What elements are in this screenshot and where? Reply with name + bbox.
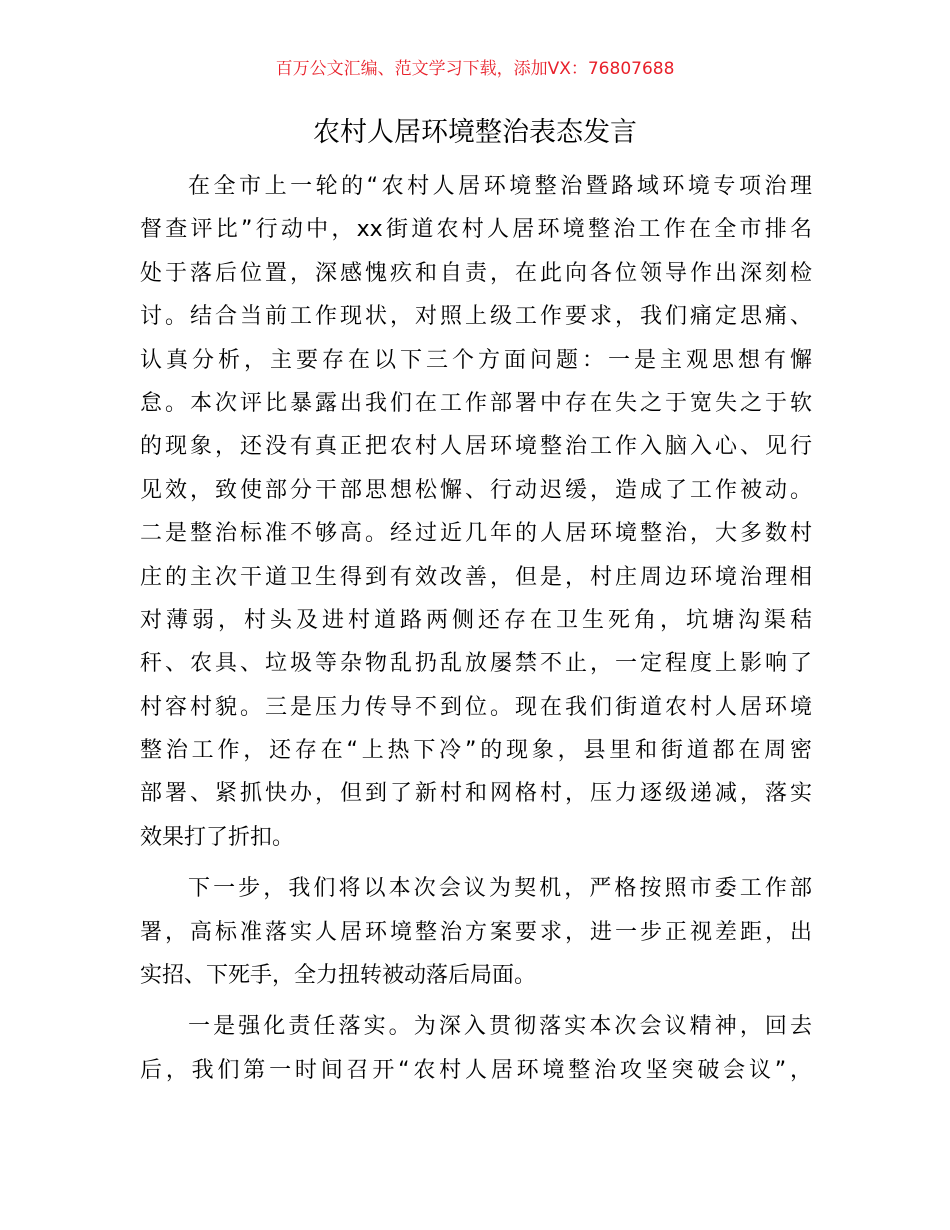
paragraph-line: 庄的主次干道卫生得到有效改善，但是，村庄周边环境治理相 (140, 564, 812, 590)
paragraph-line: 处于落后位置，深感愧疚和自责，在此向各位领导作出深刻检 (140, 260, 812, 286)
paragraph-line: 下一步，我们将以本次会议为契机，严格按照市委工作部 (188, 876, 812, 902)
paragraph-line: 对薄弱，村头及进村道路两侧还存在卫生死角，坑塘沟渠秸 (140, 607, 812, 633)
paragraph-line: 见效，致使部分干部思想松懈、行动迟缓，造成了工作被动。 (140, 477, 812, 503)
paragraph-line: 督查评比”行动中，xx街道农村人居环境整治工作在全市排名 (140, 217, 812, 243)
paragraph-line: 效果打了折扣。 (140, 824, 295, 850)
paragraph-line: 怠。本次评比暴露出我们在工作部署中存在失之于宽失之于软 (140, 390, 812, 416)
paragraph-line: 一是强化责任落实。为深入贯彻落实本次会议精神，回去 (188, 1014, 812, 1040)
paragraph-line: 二是整治标准不够高。经过近几年的人居环境整治，大多数村 (140, 521, 812, 547)
paragraph (140, 1005, 812, 1092)
paragraph (140, 165, 812, 859)
paragraph-line: 在全市上一轮的“农村人居环境整治暨路域环境专项治理 (188, 174, 812, 199)
paragraph (140, 867, 812, 997)
paragraph-line: 的现象，还没有真正把农村人居环境整治工作入脑入心、见行 (140, 434, 812, 460)
paragraph-line: 秆、农具、垃圾等杂物乱扔乱放屡禁不止，一定程度上影响了 (140, 651, 812, 677)
paragraph-line: 整治工作，还存在“上热下冷”的现象，县里和街道都在周密 (140, 738, 812, 764)
paragraph-line: 讨。结合当前工作现状，对照上级工作要求，我们痛定思痛、 (140, 304, 812, 330)
paragraph-line: 认真分析，主要存在以下三个方面问题：一是主观思想有懈 (140, 347, 812, 373)
header-banner: 百万公文汇编、范文学习下载，添加VX：76807688 (275, 59, 675, 79)
paragraph-line: 村容村貌。三是压力传导不到位。现在我们街道农村人居环境 (140, 694, 812, 720)
document-body (140, 165, 812, 1092)
paragraph-line: 实招、下死手，全力扭转被动落后局面。 (140, 963, 537, 989)
paragraph-line: 部署、紧抓快办，但到了新村和网格村，压力逐级递减，落实 (140, 781, 812, 807)
paragraph-line: 后，我们第一时间召开“农村人居环境整治攻坚突破会议”， (140, 1057, 812, 1083)
document-title: 农村人居环境整治表态发言 (313, 117, 637, 148)
paragraph-line: 署，高标准落实人居环境整治方案要求，进一步正视差距，出 (140, 919, 812, 945)
